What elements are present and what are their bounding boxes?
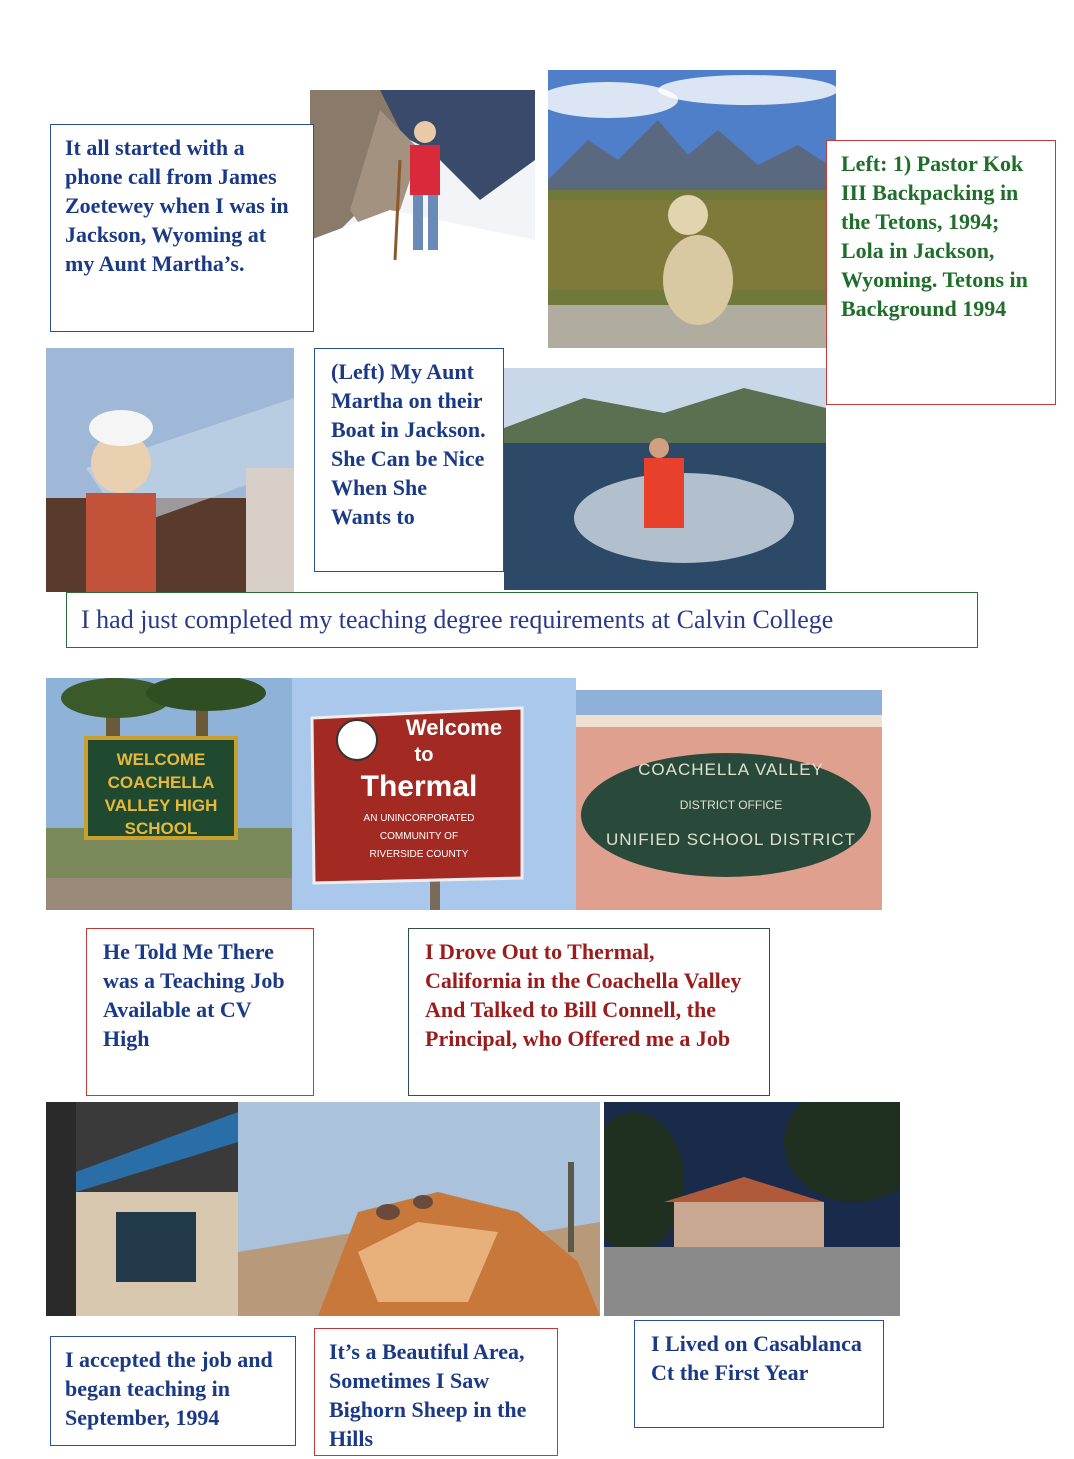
caption-beautiful-area: It’s a Beautiful Area, Sometimes I Saw Bighorn Sheep in the Hills: [314, 1328, 558, 1456]
caption-tetons: Left: 1) Pastor Kok III Backpacking in the Tetons, 1994; Lola in Jackson, Wyoming. Tetons in Background 1994: [826, 140, 1056, 405]
district-bottom: UNIFIED SCHOOL DISTRICT: [606, 830, 856, 849]
photo-casablanca-house: [604, 1102, 900, 1316]
district-top: COACHELLA VALLEY: [638, 760, 824, 779]
photo-district-office-sign: [576, 690, 882, 910]
caption-told-me: He Told Me There was a Teaching Job Available at CV High: [86, 928, 314, 1096]
photo-cv-high-school-sign: [46, 678, 292, 910]
thermal-line-2: COMMUNITY OF: [379, 831, 459, 842]
thermal-line-1: AN UNINCORPORATED: [363, 813, 475, 824]
photo-classroom-building: [46, 1102, 238, 1316]
caption-drove-out: I Drove Out to Thermal, California in the Coachella Valley And Talked to Bill Connell, the Principal, who Offered me a Job: [408, 928, 770, 1096]
photo-water-skier: [504, 368, 826, 590]
photo-lola-dog: [548, 70, 836, 348]
caption-accepted-job: I accepted the job and began teaching in September, 1994: [50, 1336, 296, 1446]
thermal-name: Thermal: [360, 770, 478, 803]
school-sign-text: WELCOME COACHELLA VALLEY HIGH SCHOOL: [104, 750, 218, 838]
thermal-line-3: RIVERSIDE COUNTY: [369, 849, 469, 860]
thermal-sign-content: [314, 714, 524, 864]
caption-casablanca: I Lived on Casablanca Ct the First Year: [634, 1320, 884, 1428]
thermal-welcome: Welcome: [405, 715, 503, 740]
district-middle: DISTRICT OFFICE: [679, 798, 783, 812]
caption-phone-call: It all started with a phone call from James Zoetewey when I was in Jackson, Wyoming at my Aunt Martha’s.: [50, 124, 314, 332]
caption-aunt-martha: (Left) My Aunt Martha on their Boat in Jackson. She Can be Nice When She Wants to: [314, 348, 504, 572]
photo-aunt-martha-boat: [46, 348, 294, 592]
photo-bighorn-sheep: [238, 1102, 600, 1316]
photo-welcome-thermal-sign: [292, 678, 576, 910]
photo-backpacker-tetons: [310, 90, 535, 275]
thermal-to: to: [414, 744, 434, 766]
caption-teaching-degree: I had just completed my teaching degree requirements at Calvin College: [66, 592, 978, 648]
